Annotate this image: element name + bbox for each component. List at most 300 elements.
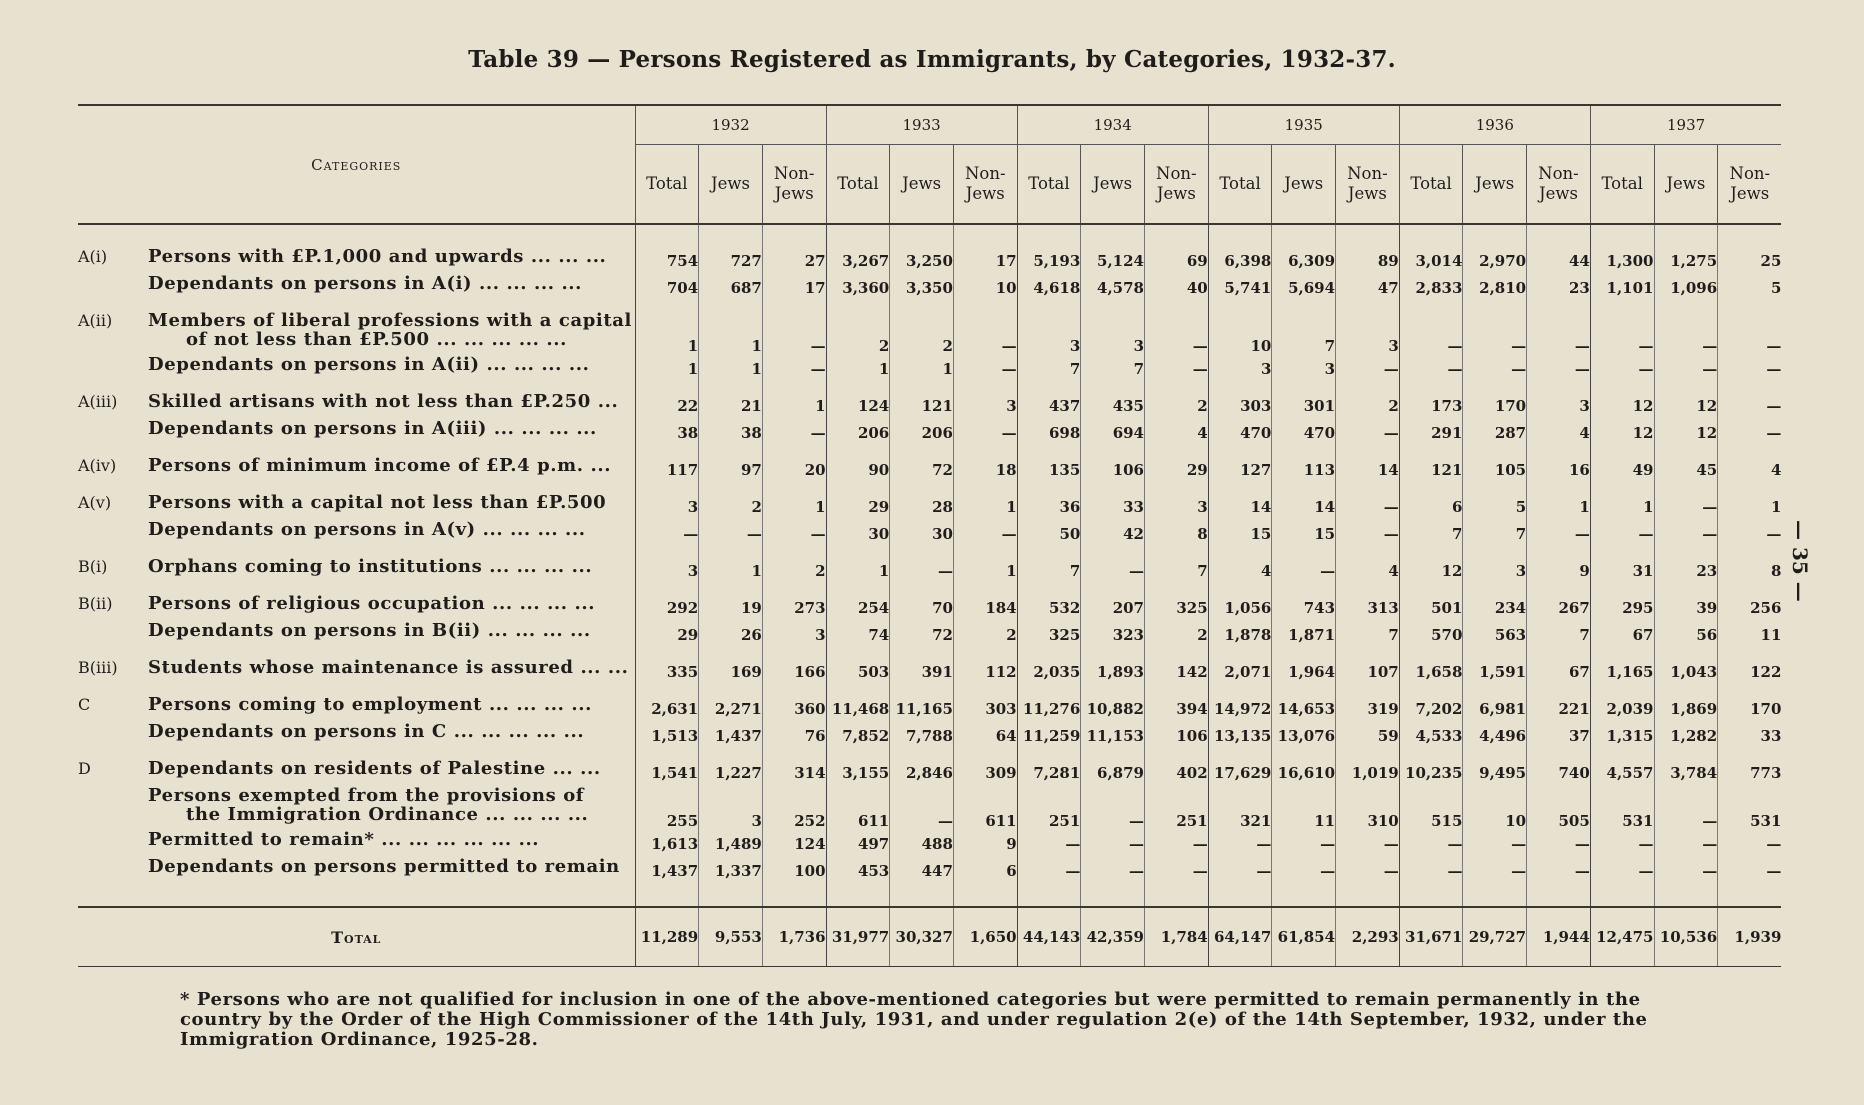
description-line: Dependants on persons permitted to remain <box>148 856 620 877</box>
table-cell: 251 <box>1145 786 1209 830</box>
table-cell: 169 <box>699 658 763 685</box>
table-cell: — <box>1272 830 1336 857</box>
table-cell: 25 <box>1718 247 1782 274</box>
table-cell: 7 <box>1272 311 1336 355</box>
table-cell: 21 <box>699 392 763 419</box>
table-cell: 1,893 <box>1081 658 1145 685</box>
page-number: — 35 — <box>1788 520 1812 602</box>
category-description <box>148 722 635 749</box>
table-cell: 7,281 <box>1017 759 1081 786</box>
table-cell: 5,694 <box>1272 274 1336 301</box>
table-cell: — <box>1081 557 1145 584</box>
table-cell: 1,337 <box>699 857 763 884</box>
table-cell: 47 <box>1336 274 1400 301</box>
table-cell: 49 <box>1590 456 1654 483</box>
table-cell: 7,788 <box>890 722 954 749</box>
total-cell: 1,784 <box>1145 907 1209 967</box>
table-cell: 3,360 <box>826 274 890 301</box>
table-cell: 90 <box>826 456 890 483</box>
total-cell: 2,293 <box>1336 907 1400 967</box>
table-cell: 1,871 <box>1272 621 1336 648</box>
sub-header: Total <box>1590 145 1654 225</box>
table-cell: 127 <box>1208 456 1272 483</box>
table-cell: 1,878 <box>1208 621 1272 648</box>
category-code <box>78 520 148 547</box>
table-cell: 121 <box>890 392 954 419</box>
table-cell: 14,972 <box>1208 695 1272 722</box>
table-cell: 2 <box>1145 392 1209 419</box>
table-cell: 29 <box>635 621 699 648</box>
description-line: Dependants on residents of Palestine ... ... <box>148 758 601 779</box>
description-line-2: of not less than £P.500 ... ... ... ... ... <box>186 329 567 350</box>
table-cell: 29 <box>1145 456 1209 483</box>
sub-header: Jews <box>1272 145 1336 225</box>
table-cell: 76 <box>762 722 826 749</box>
table-cell: 1 <box>635 311 699 355</box>
category-description <box>148 857 635 884</box>
table-cell: 273 <box>762 594 826 621</box>
table-cell: — <box>1654 520 1718 547</box>
table-cell: 4,557 <box>1590 759 1654 786</box>
total-cell: 1,939 <box>1718 907 1782 967</box>
table-cell: 23 <box>1654 557 1718 584</box>
table-cell: 3 <box>1272 355 1336 382</box>
table-cell: 16 <box>1527 456 1591 483</box>
category-code <box>78 857 148 884</box>
table-cell: — <box>1145 857 1209 884</box>
category-code <box>78 722 148 749</box>
table-cell: 3,784 <box>1654 759 1718 786</box>
table-cell: 69 <box>1145 247 1209 274</box>
table-cell: 325 <box>1017 621 1081 648</box>
table-cell: 532 <box>1017 594 1081 621</box>
table-cell: 773 <box>1718 759 1782 786</box>
category-code: B(ii) <box>78 594 113 613</box>
table-cell: 5,741 <box>1208 274 1272 301</box>
table-cell: 206 <box>826 419 890 446</box>
description-line: Dependants on persons in A(iii) ... ... ... ... <box>148 418 597 439</box>
table-row <box>78 520 1781 547</box>
category-code: A(iv) <box>78 456 117 475</box>
description-line: Skilled artisans with not less than £P.250 ... <box>148 391 619 412</box>
table-cell: 13,135 <box>1208 722 1272 749</box>
table-cell: — <box>1527 830 1591 857</box>
table-cell: 3,250 <box>890 247 954 274</box>
table-cell: 3 <box>1145 493 1209 520</box>
table-cell: 11,259 <box>1017 722 1081 749</box>
table-cell: 28 <box>890 493 954 520</box>
table-cell: 2,846 <box>890 759 954 786</box>
table-cell: — <box>1463 311 1527 355</box>
table-cell: — <box>699 520 763 547</box>
description-line: Persons with a capital not less than £P.500 <box>148 492 607 513</box>
category-description <box>148 392 635 419</box>
table-cell: 6,879 <box>1081 759 1145 786</box>
table-cell: 6 <box>1399 493 1463 520</box>
year-header: 1934 <box>1017 105 1208 145</box>
table-cell: 142 <box>1145 658 1209 685</box>
table-cell: 435 <box>1081 392 1145 419</box>
table-row <box>78 274 1781 301</box>
table-cell: 221 <box>1527 695 1591 722</box>
table-cell: 14,653 <box>1272 695 1336 722</box>
table-cell: 1 <box>762 493 826 520</box>
table-cell: 14 <box>1208 493 1272 520</box>
sub-header: Total <box>1208 145 1272 225</box>
table-cell: 1,165 <box>1590 658 1654 685</box>
category-code: A(ii) <box>78 311 113 330</box>
table-cell: 3 <box>699 786 763 830</box>
description-line: Dependants on persons in A(ii) ... ... ... ... <box>148 354 590 375</box>
table-cell: 1 <box>1590 493 1654 520</box>
table-cell: 3,350 <box>890 274 954 301</box>
table-cell: 515 <box>1399 786 1463 830</box>
table-row <box>78 695 1781 722</box>
table-cell: 10 <box>953 274 1017 301</box>
table-cell: 59 <box>1336 722 1400 749</box>
category-code <box>78 830 148 857</box>
table-cell: 2,039 <box>1590 695 1654 722</box>
table-cell: 170 <box>1463 392 1527 419</box>
category-code <box>78 786 148 830</box>
table-cell: — <box>1527 857 1591 884</box>
sub-header: Non- Jews <box>1718 145 1782 225</box>
table-cell: 30 <box>890 520 954 547</box>
table-cell: 13,076 <box>1272 722 1336 749</box>
table-cell: 287 <box>1463 419 1527 446</box>
table-row <box>78 355 1781 382</box>
table-cell: 1,019 <box>1336 759 1400 786</box>
total-cell: 1,736 <box>762 907 826 967</box>
table-cell: 1,096 <box>1654 274 1718 301</box>
table-cell: — <box>953 311 1017 355</box>
category-description <box>148 695 635 722</box>
table-row <box>78 658 1781 685</box>
sub-header: Total <box>1017 145 1081 225</box>
description-line-2: the Immigration Ordinance ... ... ... ... <box>186 804 589 825</box>
category-code: A(i) <box>78 247 108 266</box>
table-cell: 251 <box>1017 786 1081 830</box>
table-cell: 1 <box>953 493 1017 520</box>
table-cell: — <box>1017 857 1081 884</box>
table-title: Table 39 — Persons Registered as Immigrants, by Categories, 1932-37. <box>468 46 1396 73</box>
table-cell: — <box>1336 355 1400 382</box>
table-cell: — <box>1718 520 1782 547</box>
table-cell: 754 <box>635 247 699 274</box>
table-cell: 7 <box>1463 520 1527 547</box>
table-cell: — <box>762 419 826 446</box>
table-row <box>78 759 1781 786</box>
table-cell: 309 <box>953 759 1017 786</box>
total-cell: 44,143 <box>1017 907 1081 967</box>
category-description <box>148 830 635 857</box>
table-cell: 743 <box>1272 594 1336 621</box>
category-code: B(iii) <box>78 658 118 677</box>
total-cell: 31,671 <box>1399 907 1463 967</box>
category-description <box>148 520 635 547</box>
category-description <box>148 658 635 685</box>
category-description <box>148 456 635 483</box>
table-cell: 89 <box>1336 247 1400 274</box>
table-cell: 4,496 <box>1463 722 1527 749</box>
table-cell: — <box>1208 830 1272 857</box>
table-cell: 234 <box>1463 594 1527 621</box>
table-cell: 740 <box>1527 759 1591 786</box>
table-cell: — <box>762 311 826 355</box>
table-cell: 50 <box>1017 520 1081 547</box>
table-cell: 531 <box>1718 786 1782 830</box>
sub-header: Jews <box>1081 145 1145 225</box>
table-cell: 453 <box>826 857 890 884</box>
table-cell: 3 <box>1017 311 1081 355</box>
table-cell: 17 <box>953 247 1017 274</box>
table-cell: — <box>1272 557 1336 584</box>
table-cell: — <box>1654 311 1718 355</box>
table-cell: — <box>1590 355 1654 382</box>
table-cell: 12 <box>1590 392 1654 419</box>
description-line: Students whose maintenance is assured ... ... <box>148 657 629 678</box>
table-cell: 12 <box>1590 419 1654 446</box>
table-cell: 4 <box>1336 557 1400 584</box>
table-cell: — <box>1399 857 1463 884</box>
table-cell: 10,882 <box>1081 695 1145 722</box>
table-cell: 11 <box>1718 621 1782 648</box>
table-cell: — <box>1336 857 1400 884</box>
table-cell: 14 <box>1272 493 1336 520</box>
table-cell: 470 <box>1272 419 1336 446</box>
table-cell: 173 <box>1399 392 1463 419</box>
table-cell: 10 <box>1463 786 1527 830</box>
table-cell: — <box>1590 311 1654 355</box>
table-cell: 3 <box>762 621 826 648</box>
table-cell: 70 <box>890 594 954 621</box>
table-cell: 303 <box>953 695 1017 722</box>
total-cell: 9,553 <box>699 907 763 967</box>
category-description <box>148 419 635 446</box>
table-cell: 4 <box>1718 456 1782 483</box>
table-cell: 42 <box>1081 520 1145 547</box>
table-cell: 11,468 <box>826 695 890 722</box>
table-cell: 325 <box>1145 594 1209 621</box>
table-cell: 11,165 <box>890 695 954 722</box>
table-cell: 1 <box>826 355 890 382</box>
table-cell: 5 <box>1463 493 1527 520</box>
year-header: 1935 <box>1208 105 1399 145</box>
table-cell: 1,541 <box>635 759 699 786</box>
table-cell: 33 <box>1718 722 1782 749</box>
category-description <box>148 786 635 830</box>
table-cell: 10,235 <box>1399 759 1463 786</box>
table-cell: — <box>953 355 1017 382</box>
footnote: * Persons who are not qualified for inclusion in one of the above-mentioned categories but were permitted to remain permanently in the country by the Order of the High Commissioner of the 14th July, 1931, and under regulation 2(e) of the 14th September, 1932, under the Immigration Ordinance, 1925-28. <box>180 989 1648 1050</box>
total-cell: 1,944 <box>1527 907 1591 967</box>
table-cell: 563 <box>1463 621 1527 648</box>
year-header: 1933 <box>826 105 1017 145</box>
table-cell: 1,513 <box>635 722 699 749</box>
table-cell: 394 <box>1145 695 1209 722</box>
table-cell: 4,618 <box>1017 274 1081 301</box>
table-cell: 2,833 <box>1399 274 1463 301</box>
table-cell: — <box>1527 520 1591 547</box>
table-cell: 7 <box>1527 621 1591 648</box>
total-cell: 10,536 <box>1654 907 1718 967</box>
table-row <box>78 493 1781 520</box>
table-cell: 37 <box>1527 722 1591 749</box>
table-cell: — <box>1718 857 1782 884</box>
table-cell: 1,658 <box>1399 658 1463 685</box>
total-cell: 31,977 <box>826 907 890 967</box>
table-cell: — <box>1654 830 1718 857</box>
description-line: Persons exempted from the provisions of <box>148 785 585 806</box>
table-row <box>78 456 1781 483</box>
table-cell: 698 <box>1017 419 1081 446</box>
table-cell: 11,153 <box>1081 722 1145 749</box>
table-cell: 6,398 <box>1208 247 1272 274</box>
total-cell: 29,727 <box>1463 907 1527 967</box>
table-cell: — <box>1145 311 1209 355</box>
table-cell: 1,300 <box>1590 247 1654 274</box>
table-cell: 1,101 <box>1590 274 1654 301</box>
table-cell: 252 <box>762 786 826 830</box>
table-cell: 1,437 <box>699 722 763 749</box>
table-cell: 2 <box>826 311 890 355</box>
sub-header: Total <box>826 145 890 225</box>
table-cell: — <box>1718 419 1782 446</box>
table-cell: 15 <box>1208 520 1272 547</box>
table-cell: — <box>762 355 826 382</box>
table-cell: 2,810 <box>1463 274 1527 301</box>
table-cell: 4 <box>1527 419 1591 446</box>
table-cell: 267 <box>1527 594 1591 621</box>
description-line: Persons of religious occupation ... ... ... ... <box>148 593 596 614</box>
table-cell: — <box>1399 311 1463 355</box>
table-cell: 74 <box>826 621 890 648</box>
table-cell: 321 <box>1208 786 1272 830</box>
table-cell: 2 <box>699 493 763 520</box>
table-cell: 170 <box>1718 695 1782 722</box>
table-cell: — <box>1463 830 1527 857</box>
table-cell: 10 <box>1208 311 1272 355</box>
table-cell: — <box>1654 355 1718 382</box>
sub-header: Total <box>635 145 699 225</box>
table-cell: 1,437 <box>635 857 699 884</box>
table-cell: 207 <box>1081 594 1145 621</box>
table-cell: 7 <box>1017 557 1081 584</box>
table-cell: 1 <box>699 311 763 355</box>
table-cell: 44 <box>1527 247 1591 274</box>
table-cell: 23 <box>1527 274 1591 301</box>
category-code: A(iii) <box>78 392 118 411</box>
table-cell: 7 <box>1017 355 1081 382</box>
table-cell: 3 <box>1336 311 1400 355</box>
table-cell: 7,852 <box>826 722 890 749</box>
table-cell: 30 <box>826 520 890 547</box>
table-cell: 20 <box>762 456 826 483</box>
table-row <box>78 786 1781 830</box>
immigrants-table <box>78 104 1781 967</box>
table-cell: 694 <box>1081 419 1145 446</box>
table-cell: 291 <box>1399 419 1463 446</box>
table-cell: — <box>1718 830 1782 857</box>
table-cell: 1,591 <box>1463 658 1527 685</box>
table-cell: 12 <box>1654 419 1718 446</box>
table-cell: — <box>762 520 826 547</box>
table-cell: 1,043 <box>1654 658 1718 685</box>
table-cell: 8 <box>1145 520 1209 547</box>
sub-header: Total <box>1399 145 1463 225</box>
table-cell: — <box>1081 857 1145 884</box>
table-cell: 1,282 <box>1654 722 1718 749</box>
table-cell: 447 <box>890 857 954 884</box>
table-cell: 314 <box>762 759 826 786</box>
table-cell: 39 <box>1654 594 1718 621</box>
table-row <box>78 392 1781 419</box>
table-cell: 67 <box>1590 621 1654 648</box>
table-cell: 3,155 <box>826 759 890 786</box>
table-cell: 29 <box>826 493 890 520</box>
category-description <box>148 759 635 786</box>
table-cell: 301 <box>1272 392 1336 419</box>
table-cell: — <box>1590 830 1654 857</box>
description-line: Permitted to remain* ... ... ... ... ... ... <box>148 829 540 850</box>
table-cell: 570 <box>1399 621 1463 648</box>
table-cell: 9 <box>953 830 1017 857</box>
table-cell: 112 <box>953 658 1017 685</box>
table-cell: 303 <box>1208 392 1272 419</box>
table-cell: 12 <box>1654 392 1718 419</box>
table-cell: 3 <box>1527 392 1591 419</box>
table-cell: 5,124 <box>1081 247 1145 274</box>
table-cell: 3,014 <box>1399 247 1463 274</box>
category-description <box>148 557 635 584</box>
table-cell: 2,970 <box>1463 247 1527 274</box>
category-description <box>148 274 635 301</box>
sub-header: Non- Jews <box>762 145 826 225</box>
table-cell: 1 <box>953 557 1017 584</box>
sub-header: Non- Jews <box>1527 145 1591 225</box>
table-cell: 1 <box>890 355 954 382</box>
table-cell: — <box>1208 857 1272 884</box>
table-cell: 26 <box>699 621 763 648</box>
table-cell: 313 <box>1336 594 1400 621</box>
table-cell: 1 <box>635 355 699 382</box>
table-cell: 56 <box>1654 621 1718 648</box>
description-line: Dependants on persons in A(i) ... ... ... ... <box>148 273 583 294</box>
description-line: Dependants on persons in A(v) ... ... ... ... <box>148 519 586 540</box>
table-cell: 2 <box>1145 621 1209 648</box>
category-code <box>78 274 148 301</box>
table-cell: 5,193 <box>1017 247 1081 274</box>
total-row <box>78 907 1781 967</box>
table-cell: 72 <box>890 621 954 648</box>
table-cell: 121 <box>1399 456 1463 483</box>
table-row <box>78 311 1781 355</box>
table-cell: 11 <box>1272 786 1336 830</box>
sub-header: Non- Jews <box>953 145 1017 225</box>
table-cell: 292 <box>635 594 699 621</box>
table-cell: 727 <box>699 247 763 274</box>
table-cell: 1,227 <box>699 759 763 786</box>
table-row <box>78 830 1781 857</box>
table-cell: 3 <box>1081 311 1145 355</box>
table-cell: 1 <box>699 355 763 382</box>
table-cell: — <box>1145 830 1209 857</box>
category-description <box>148 621 635 648</box>
table-cell: — <box>953 419 1017 446</box>
table-cell: 7 <box>1081 355 1145 382</box>
table-cell: 1,964 <box>1272 658 1336 685</box>
table-cell: 106 <box>1145 722 1209 749</box>
